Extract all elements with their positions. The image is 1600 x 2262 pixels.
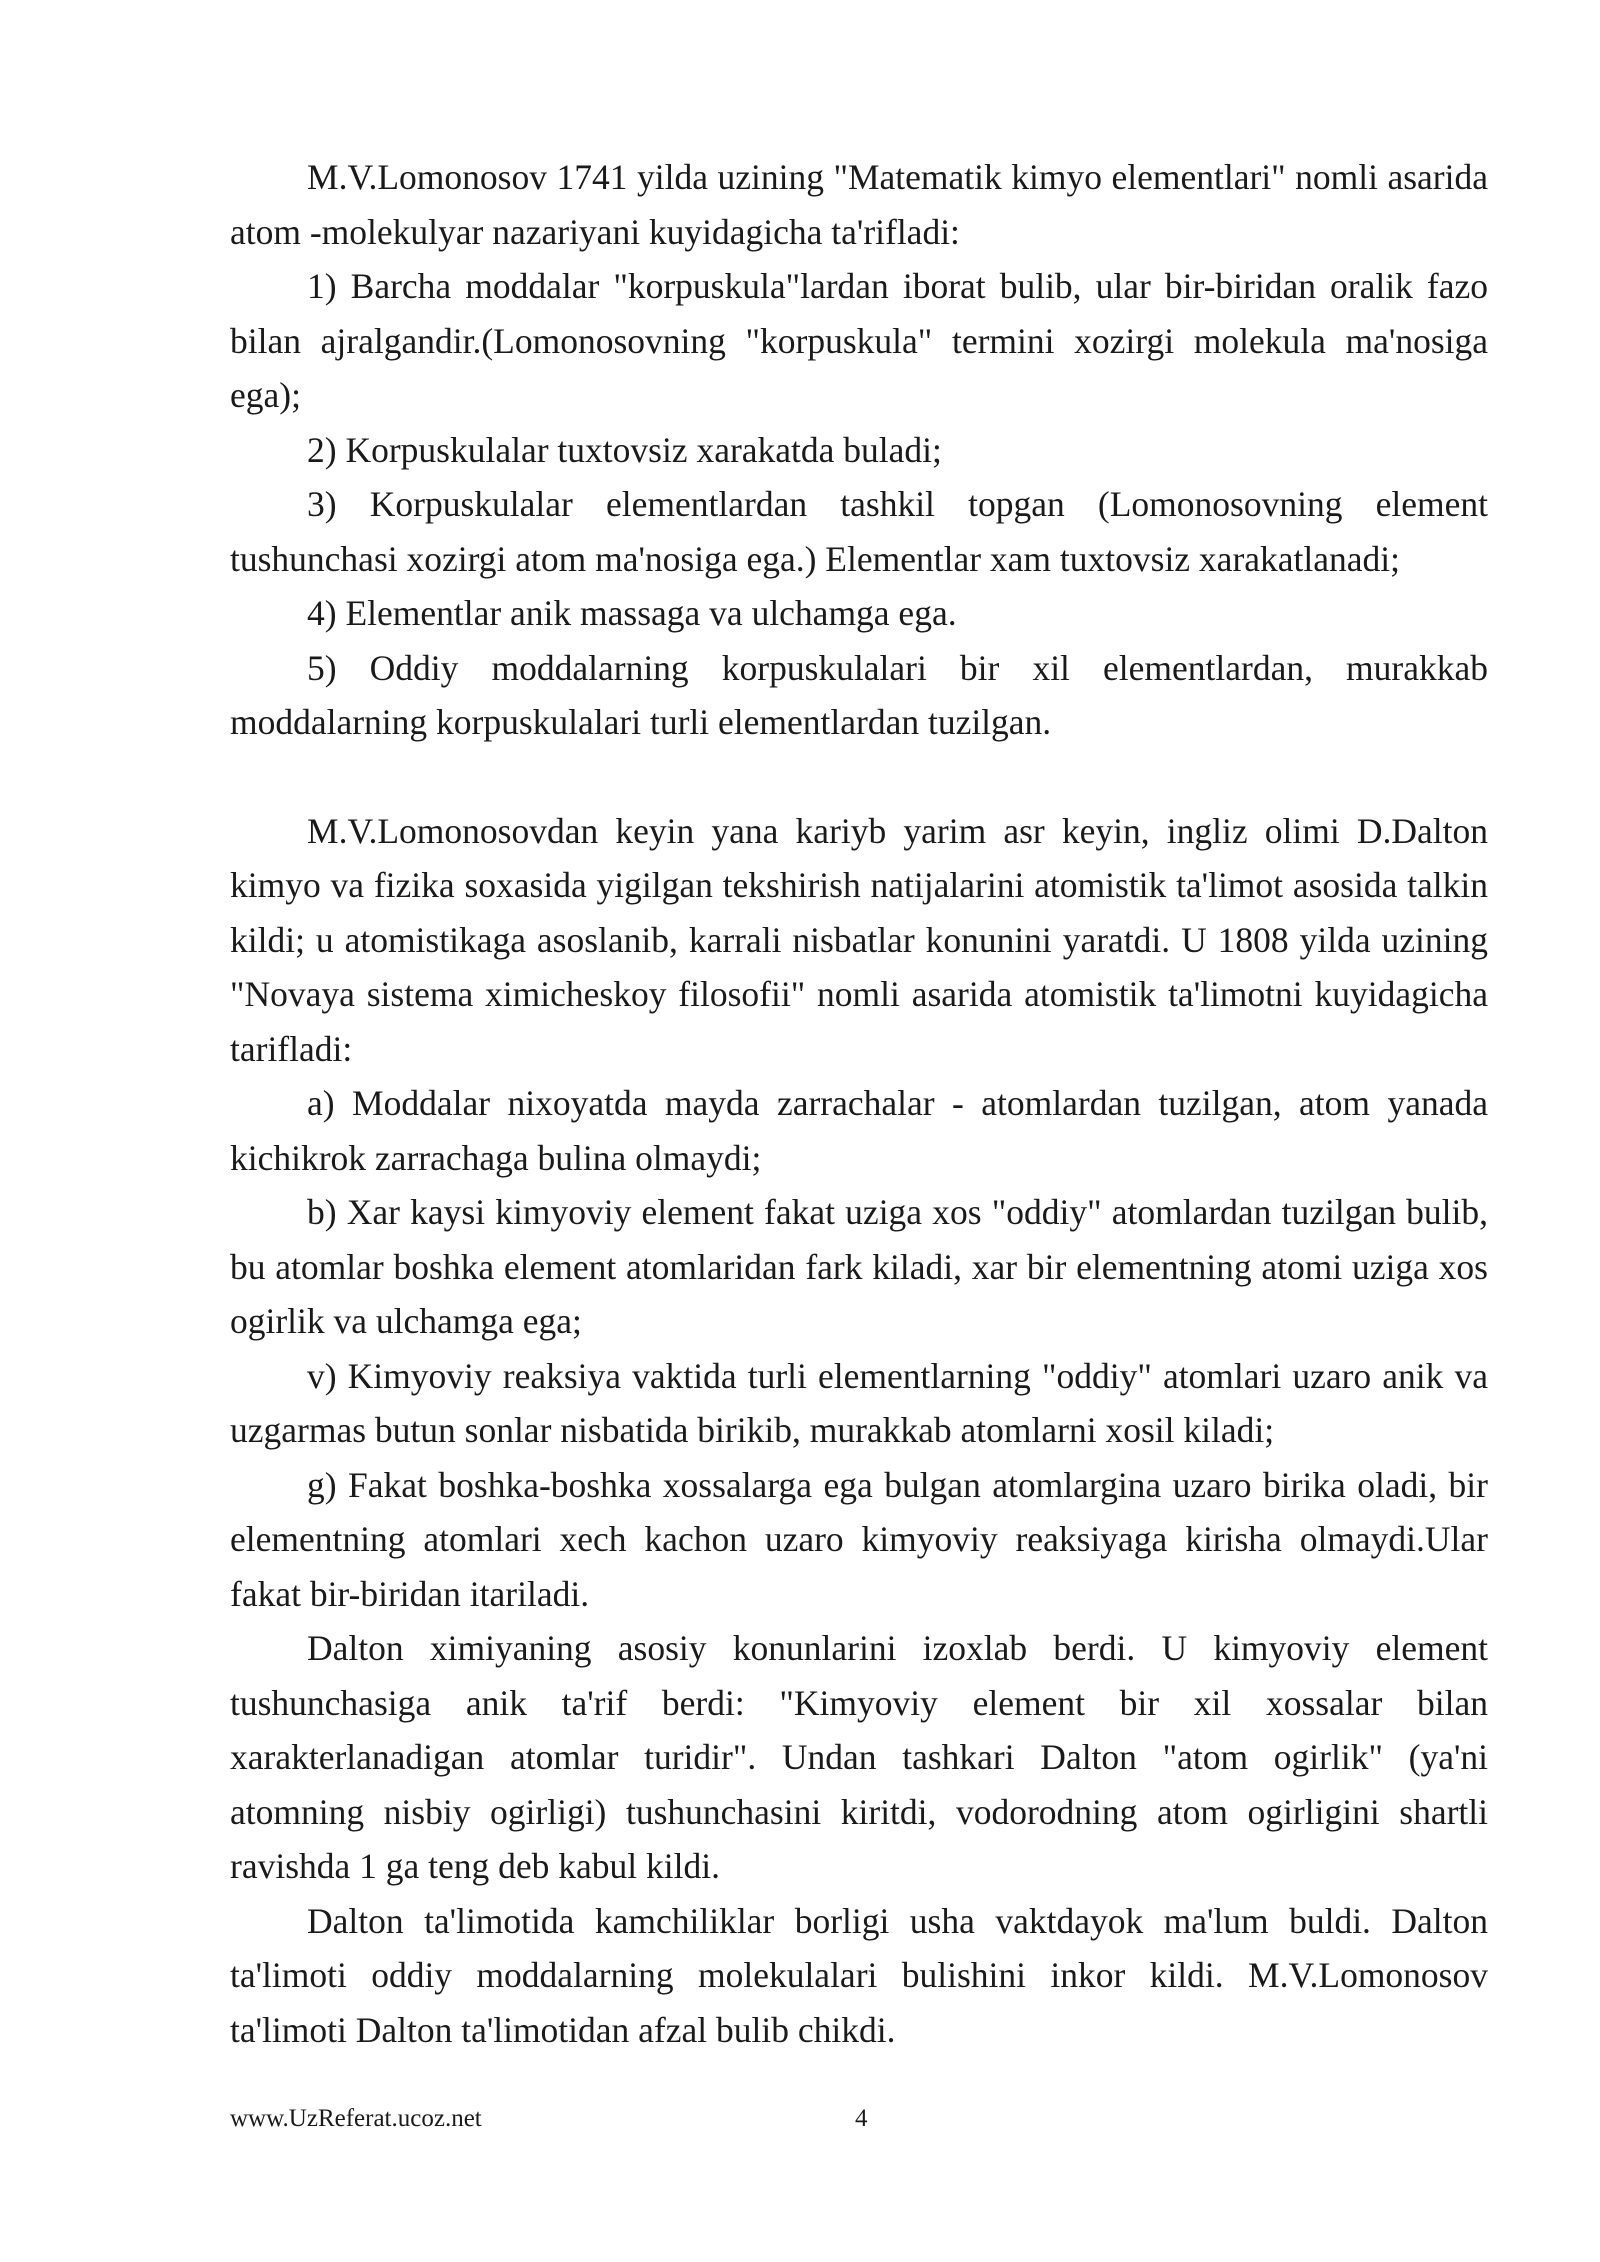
paragraph-point-v: v) Kimyoviy reaksiya vaktida turli elementlarning "oddiy" atomlari uzaro anik va uzgarmas butun sonlar nisbatida birikib, murakkab atomlarni xosil kiladi; <box>230 1355 1488 1450</box>
page-footer <box>230 2105 1488 2145</box>
paragraph-point-4: 4) Elementlar anik massaga va ulchamga ega. <box>307 593 957 633</box>
page-number: 4 <box>855 2105 868 2132</box>
paragraph-gap <box>230 750 1488 804</box>
paragraph-dalton-shortcomings: Dalton ta'limotida kamchiliklar borligi usha vaktdayok ma'lum buldi. Dalton ta'limoti oddiy moddalarning molekulalari bulishini inkor kildi. M.V.Lomonosov ta'limoti Dalton ta'limotidan afzal bulib chikdi. <box>230 1900 1488 2050</box>
paragraph-dalton-laws: Dalton ximiyaning asosiy konunlarini izoxlab berdi. U kimyoviy element tushunchasiga anik ta'rif berdi: "Kimyoviy element bir xil xossalar bilan xarakterlanadigan atomlar turidir". Undan tashkari Dalton "atom ogirlik" (ya'ni atomning nisbiy ogirligi) tushunchasini kiritdi, vodorodning atom ogirligini shartli ravishda 1 ga teng deb kabul kildi. <box>230 1628 1488 1886</box>
page-body <box>230 150 1488 2057</box>
paragraph-point-3: 3) Korpuskulalar elementlardan tashkil topgan (Lomonosovning element tushunchasi xozirgi atom ma'nosiga ega.) Elementlar xam tuxtovsiz xarakatlanadi; <box>230 484 1488 579</box>
paragraph-lomonosov-intro: M.V.Lomonosov 1741 yilda uzining "Matematik kimyo elementlari" nomli asarida atom -molekulyar nazariyani kuyidagicha ta'rifladi: <box>230 157 1488 252</box>
paragraph-point-1: 1) Barcha moddalar "korpuskula"lardan iborat bulib, ular bir-biridan oralik fazo bilan ajralgandir.(Lomonosovning "korpuskula" termini xozirgi molekula ma'nosiga ega); <box>230 266 1488 415</box>
paragraph-point-2: 2) Korpuskulalar tuxtovsiz xarakatda buladi; <box>307 429 942 470</box>
paragraph-dalton-intro: M.V.Lomonosovdan keyin yana kariyb yarim asr keyin, ingliz olimi D.Dalton kimyo va fizika soxasida yigilgan tekshirish natijalarini atomistik ta'limot asosida talkin kildi; u atomistikaga asoslanib, karrali nisbatlar konunini yaratdi. U 1808 yilda uzining "Novaya sistema ximicheskoy filosofii" nomli asarida atomistik ta'limotni kuyidagicha tarifladi: <box>230 810 1488 1069</box>
paragraph-point-5: 5) Oddiy moddalarning korpuskulalari bir xil elementlardan, murakkab moddalarning korpuskulalari turli elementlardan tuzilgan. <box>230 647 1488 742</box>
footer-website: www.UzReferat.ucoz.net <box>230 2105 482 2132</box>
paragraph-point-g: g) Fakat boshka-boshka xossalarga ega bulgan atomlargina uzaro birika oladi, bir elementning atomlari xech kachon uzaro kimyoviy reaksiyaga kirisha olmaydi.Ular fakat bir-biridan itariladi. <box>230 1464 1488 1614</box>
paragraph-point-b: b) Xar kaysi kimyoviy element fakat uziga xos "oddiy" atomlardan tuzilgan bulib, bu atomlar boshka element atomlaridan fark kiladi, xar bir elementning atomi uziga xos ogirlik va ulchamga ega; <box>230 1192 1488 1341</box>
paragraph-point-a: a) Moddalar nixoyatda mayda zarrachalar - atomlardan tuzilgan, atom yanada kichikrok zarrachaga bulina olmaydi; <box>230 1083 1488 1178</box>
